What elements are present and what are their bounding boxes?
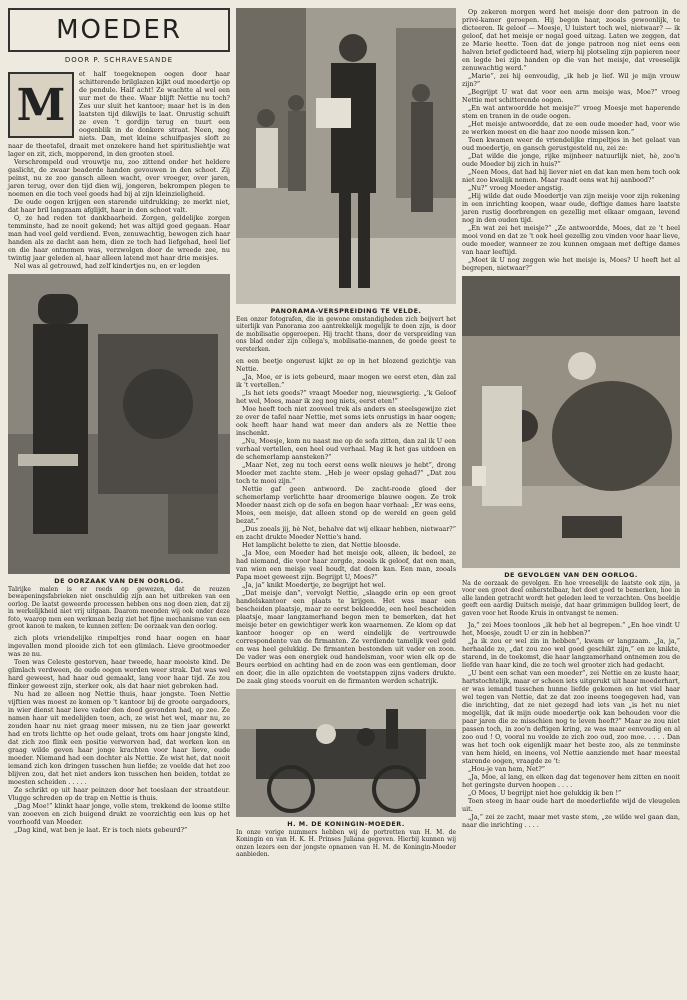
photo-caption: Een onzer fotografen, die in gewone omstandigheden zich beijvert het uiterlijk van Panorama zoo aantrekkelijk mogelijk te doen zijn, is door de mobilisatie opgeroepen. Hij tracht thans, door de verspreiding van ons blad onder zijn collega's, mobilisatie-mannen, de goede geest te versterken.: [236, 316, 456, 353]
paragraph: Moe heeft toch niet zooveel trek als anders en steelsgewijze ziet ze over de tafel naar Nettie, met soms iets onrustigs in haar oogen; ook heeft haar hand wat meer dan anders als ze Nettie thee inschenkt.: [236, 405, 456, 438]
paragraph: „U bent een schat van een moeder”, zei Nettie en ze kuste haar, hartstochtelijk, maar er scheen iets uitgerukt uit haar moederhart, er was iemand tusschen hunne liefde gekomen en het viel haar wel tegen van Nettie, dat ze dat zoo ineens toegegeven had, van die inrichting, dat ze niet gezegd had iets van „is het nu niet mogelijk, dat ik mijn oude moedertje ook kan behouden voor die paar jaren die ze misschien nog te leven heeft?” Maar ze zou niet passen toch, in zoo'n deftigen kring, ze was maar eenvoudig en al zoo oud ! O, vooral nu voelde ze zich zoo oud, zoo moe. . . . . Dan was het toch ook eigenlijk maar het beste zoo, als ze tenminste van hem hield, en ineens, vol Nettie aanziende met haar meestal starende oogen, vraagde ze 't:: [462, 669, 680, 766]
caption-title: PANORAMA-VERSPREIDING TE VELDE.: [270, 307, 422, 315]
caption-title: H. M. DE KONINGIN-MOEDER.: [287, 820, 405, 829]
photo-worker-cannon: [8, 274, 230, 574]
paragraph: „Dus zoeals jij, hè Net, behalve dat wij elkaar hebben, nietwaar?” en zacht drukte Moeder Nettie's hand.: [236, 525, 456, 542]
paragraph: „Hij wilde dat oude Moedertje van zijn meisje voor zijn rekening in een inrichting koopen, waar oude, deftige dames hare laatste jaren rustig doorbrengen en gezellig met elkaar omgaan, levend nog in den ouden tijd.: [462, 192, 680, 224]
paragraph: Nettie gaf geen antwoord. De zacht-roode gloed der schemerlamp verlichtte haar droomerige blauwe oogen. Ze trok Moeder naast zich op de sofa en begon haar verhaal: „Er was eens, Moes, een meisje, dat alleen stond op de wereld en geen geld bezat.”: [236, 485, 456, 526]
paragraph: „Het meisje antwoordde, dat ze een oude moeder had, voor wie ze werken moest en die haar zoo noode missen kon.”: [462, 120, 680, 136]
article-body-continued: [236, 357, 456, 685]
paragraph: Toen steeg in haar oude hart de moederliefde wijd de vleugelen uit.: [462, 797, 680, 814]
paragraph: en een beetje ongerust kijkt ze op in het blozend gezichtje van Nettie.: [236, 357, 456, 374]
paragraph: „Begrijpt U wat dat voor een arm meisje was, Moe?” vroeg Nettie met schitterende oogen.: [462, 88, 680, 104]
paragraph: „Dat meisje dan”, vervolgt Nettie, „slaagde erin op een groot handelskantoor een plaats te krijgen. Het was maar een bescheiden plaatsje, maar ze eerst bekleedde, een heel bescheiden plaatsje, maar langzamerhand begon men te bemerken, dat het meisje beter en gewichtiger werk kon waarnemen. Ze klom op dat kantoor hooger op en werd eindelijk de vertrouwde correspondente van de firmanten. Ze verdiende tamelijk veel geld en was heel gelukkig. De firmanten bestonden uit vader en zoon. De vader was een energiek oud handelsman, voor wien elk op de Beurs eerbied en achting had en de zoon was een gentleman, door en door, die in alle opzichten de voetstappen zijns vaders drukte. De zaak ging steeds vooruit en de firmanten werden schatrijk.: [236, 589, 456, 686]
photo-illustration: [462, 276, 680, 568]
article-body-continued: [462, 8, 680, 272]
photo-caption: Na de oorzaak de gevolgen. En hoe vreeselijk de laatste ook zijn, ja voor een groot deel onherstelbaar, het doet goed te bemerken, hoe in alle landen getracht wordt het geleden leed te verzachten. Ons beeldje geeft een aardig Duitsch meisje, dat haar grimmigen bulldog leert, de gaven voor het Roode Kruis in ontvangst te nemen.: [462, 580, 680, 617]
article-byline: DOOR P. SCHRAVESANDE: [64, 56, 174, 64]
paragraph: Ja,” zei Moes toonloos „ik heb het al begrepen.” „En hoe vindt U het, Moesje, zoudt U er zin in hebben?”: [462, 621, 680, 638]
caption-title: DE OORZAAK VAN DEN OORLOG.: [54, 577, 184, 585]
paragraph: O, ze had reden tot dankbaarheid. Zorgen, geldelijke zorgen temminste, had ze nooit gekend; het was altijd goed gegaan. Haar man had veel geld verdiend. Even, zenuwachtig, bewogen zich haar handen als ze dacht aan hem, dien ze toch had liefgehad, heel lief en die haar ontnomen was, verzwolgen door de wreede zee, nu twintig jaar geleden al, haar alleen latend met haar drie meisjes.: [8, 214, 230, 262]
paragraph: Toen kwamen weer de vriendelijke rimpeltjes in het gelaat van oud moedertje, en gansch gerustgesteld nu, zei ze:: [462, 136, 680, 152]
photo-illustration: [236, 689, 456, 817]
paragraph: „Ja, Moe, al lang, en elken dag dat tegenover hem zitten en nooit het geringste durven hoopen . . . .: [462, 773, 680, 790]
photo-queen-mother-carriage: [236, 689, 456, 817]
paragraph: Nel was al getrouwd, had zelf kindertjes nu, en er legden: [14, 262, 201, 270]
paragraph: „O Moes, U begrijpt niet hoe gelukkig ik ben !”: [468, 789, 622, 798]
column-middle: [236, 8, 456, 994]
paragraph: et half toegeknepen oogen door haar schitterende brilglazen kijkt oud moedertje op de pendule. Half acht! Ze wachtte al wel een uur met de thee. Waar blijft Nettie nu toch? Zes uur sluit het kantoor; maar het is in den laatsten tijd dikwijls te laat. Onrustig schuift ze even 't gordijn terug en tuurt een oogenblik in de donkere straat. Neen, nog niets. Dan, met kleine schuifpasjes sloft ze naar de theetafel, draait met onzekere hand het spiritusliehtje wat lager en zit, zich, mopperend, in den grooten stoel.: [8, 70, 230, 158]
paragraph: „En wat antwoordde het meisje?” vroeg Moesje met haperende stem en tranen in de oude oogen.: [462, 104, 680, 120]
paragraph: „Nu, Moesje, kom nu naast me op de sofa zitten, dan zal ik U een verhaal vertellen, een heel oud verhaal. Mag ik het gas uitdoen en de schemerlamp aansteken?”: [236, 437, 456, 462]
paragraph: De oude oogen krijgen een starende uitdrukking; ze merkt niet, dat haar bril langzaam afglijdt, haar in den schoot valt.: [8, 198, 230, 214]
paragraph: „Neen Moes, dat had hij liever niet en dat kan men hem toch ook niet zoo kwalijk nemen. Maar raadt eens wat hij aanbood?”: [462, 168, 680, 184]
photo-girl-bulldog: [462, 276, 680, 568]
paragraph: „Is het iets goeds?” vraagt Moeder nog, nieuwsgierig. „'k Geloof het wel, Moes, maar ik zeg nog niets, eerst eten!”: [236, 389, 456, 406]
photo-soldier-newspapers: [236, 8, 456, 304]
paragraph: „Ja, ja” knikt Moedertje, ze begrijpt het wel.: [242, 581, 386, 590]
article-title: MOEDER: [8, 8, 230, 52]
paragraph: „Nu?” vroeg Moeder angstig.: [468, 184, 564, 192]
paragraph: Ze schrikt op uit haar peinzen door het toeslaan der straatdeur. Vlugge schreden op de trap en Nettie is thuis.: [8, 786, 230, 803]
photo-illustration: [236, 8, 456, 304]
paragraph: „Ja ik zou er wel zin in hebben”, kwam er langzaam. „Ja, ja,” herhaalde ze, „dat zou zoo wel goed geschikt zijn,” en ze knikte, starend, in de toekomst, die haar langzamerhand ontnemen zou de liefde van haar kind, die ze toch wel grooter zich had gedacht.: [462, 637, 680, 670]
paragraph: „Ja Moe, een Moeder had het meisje ook, alleen, ik bedoel, ze had niemand, die voor haar zorgde, zooals ik geloof, dat een man, van wien een meisje veel houdt, dat doen kan. Een man, zooals Papa moet geweest zijn. Begrijpt U, Moes?”: [236, 549, 456, 582]
paragraph: „Dag kind, wat ben je laat. Er is toch niets gebeurd?”: [14, 826, 188, 835]
paragraph: „Hou-je van hem, Net?”: [468, 765, 546, 774]
photo-caption: In onze vorige nummers hebben wij de portretten van H. M. de Koningin en van H. K. H. Prinses Juliana gegeven. Hierbij kunnen wij onzen lezers een der jongste opnamen van H. M. de Koningin-Moeder aanbieden.: [236, 829, 456, 859]
paragraph: „Ja,” zei ze zacht, maar met vaste stem, „ze wilde wel gaan dan, naar die inrichting . . . .: [462, 813, 680, 830]
paragraph: „Dat wilde die jonge, rijke mijnheer natuurlijk niet, hè, zoo'n oude Moeder bij zich in huis?”: [462, 152, 680, 168]
paragraph: Toen was Celeste gestorven, haar tweede, haar mooiste kind. De glimlach verdween, de oude oogen werden weer strak. Dat was wel hard geweest, had haar oud gemaakt, lang voor haar tijd. Ze zou flinker geweest zijn, sterker ook, als dat haar niet gebroken had.: [8, 658, 230, 691]
paragraph: „Moet ik U nog zeggen wie het meisje is, Moes? U heeft het al begrepen, nietwaar?”: [462, 256, 680, 272]
paragraph: Nu had ze alleen nog Nettie thuis, haar jongste. Toen Nettie vijftien was moest ze komen op 't kantoor bij de groote oargadoors, in wier dienst haar lieve vader den dood gevonden had, op zee. Ze namen haar uit medelijden toen, ach, ze wist het wel, maar nu, ze zouden haar nu niet graag meer missen, nu ze tien jaar gewerkt had en trots lichtte op het oude gelaat, trots om haar jongste kind, dat zich zoo flink een positie verworven had, dat werken kon en graag wilde geven haar jonge krachten voor haar lieve, oude moeder. Niemand had een dochter als Nettie. Ze wist het, dat nooit iemand zich kon dringen tusschen hun liefde; ze voelde dat het zoo blijven zou, dat het niet anders kon tusschen hen beiden, totdat ze moesten scheiden . . . . .: [8, 690, 230, 787]
paragraph: „Maar Net, zeg nu toch eerst eens welk nieuws je hebt”, drong Moeder met zachte stem. „Heb je weer opslag gehad?” „Dat zou toch te mooi zijn.”: [236, 461, 456, 486]
column-left: [8, 8, 230, 994]
paragraph: „En wat zei het meisje?” „Ze antwoordde, Moes, dat ze 't heel mooi vond en dat ze 't ook heel gezellig zou vinden voor haar lieve, oude moeder, wanneer ze zou kunnen omgaan met deftige dames van haar leeftijd.: [462, 224, 680, 256]
dropcap-initial: M: [8, 72, 74, 138]
paragraph: zich plots vriendelijke rimpeltjes rond haar oogen en haar ingevallen mond plooide zich tot een glimlach. Lieve grootmoeder was ze nu.: [8, 634, 230, 659]
photo-illustration: [8, 274, 230, 574]
paragraph: Op zekeren morgen werd het meisje door den patroon in de privé-kamer geroepen. Hij begon haar, zooals gewoonlijk, te dicteeren. Ik geloof — Moesje, U luistert toch wel, nietwaar? — ik geloof, dat het meisje er nogal goed uitzag. Laten we zeggen, dat ze Marie heette. Toen dat de jonge patroon nog niet eens een halven brief gedicteerd had, wierp hij plotseling zijn papieren neer en legde bei zijn handen op die van het meisje, dat vreeselijk zenuwachtig werd.”: [462, 8, 680, 72]
paragraph: „Ja, Moe, er is iets gebeurd, maar mogen we eerst eten, dàn zal ik 't vertellen.”: [236, 373, 456, 390]
paragraph: Het lamplicht belette te zien, dat Nettie bloosde.: [242, 541, 401, 550]
column-right: [462, 8, 680, 994]
photo-caption: Talrijke malen is er reeds op gewezen, dat de reuzen bewapeningsfabrieken niet onschuldig zijn aan het uitbreken van een oorlog. De laatst geweerde processen hebben ons nog doen zien, dat zij in werkelijkheid niet vrij uitgaan. Daarom meenden wij ook onder deze foto, waarop men een werkman bezig ziet het fijne mechanisme van een groot kanon te maken, te kunnen zetten: De oorzaak van den oorlog.: [8, 586, 230, 631]
paragraph: „Marie”, zei hij eenvoudig, „ik heb je lief. Wil je mijn vrouw zijn?”: [462, 72, 680, 88]
caption-title: DE GEVOLGEN VAN DEN OORLOG.: [504, 571, 638, 579]
paragraph: Verschrompeld oud vrouwtje nu, zoo zittend onder het heldere gaslicht, de zwaar beaderde handen gevouwen in den schoot. Zij peinst, nu ze zoo gansch alleen wacht, over vroeger, over jaren, jaren terug, over den tijd dien wij, jongeren, bekrompen plegen te noemen en die toch veel goeds had bij al zijn kleinzieligheid.: [8, 158, 230, 198]
article-body-intro: [8, 70, 230, 270]
paragraph: „Dag Moe!” klinkt haar jonge, volle stem, trekkend de loome stilte van zooeven en zich buigend drukt ze voorzichtig een kus op het voorhoofd van Moeder.: [8, 802, 230, 827]
